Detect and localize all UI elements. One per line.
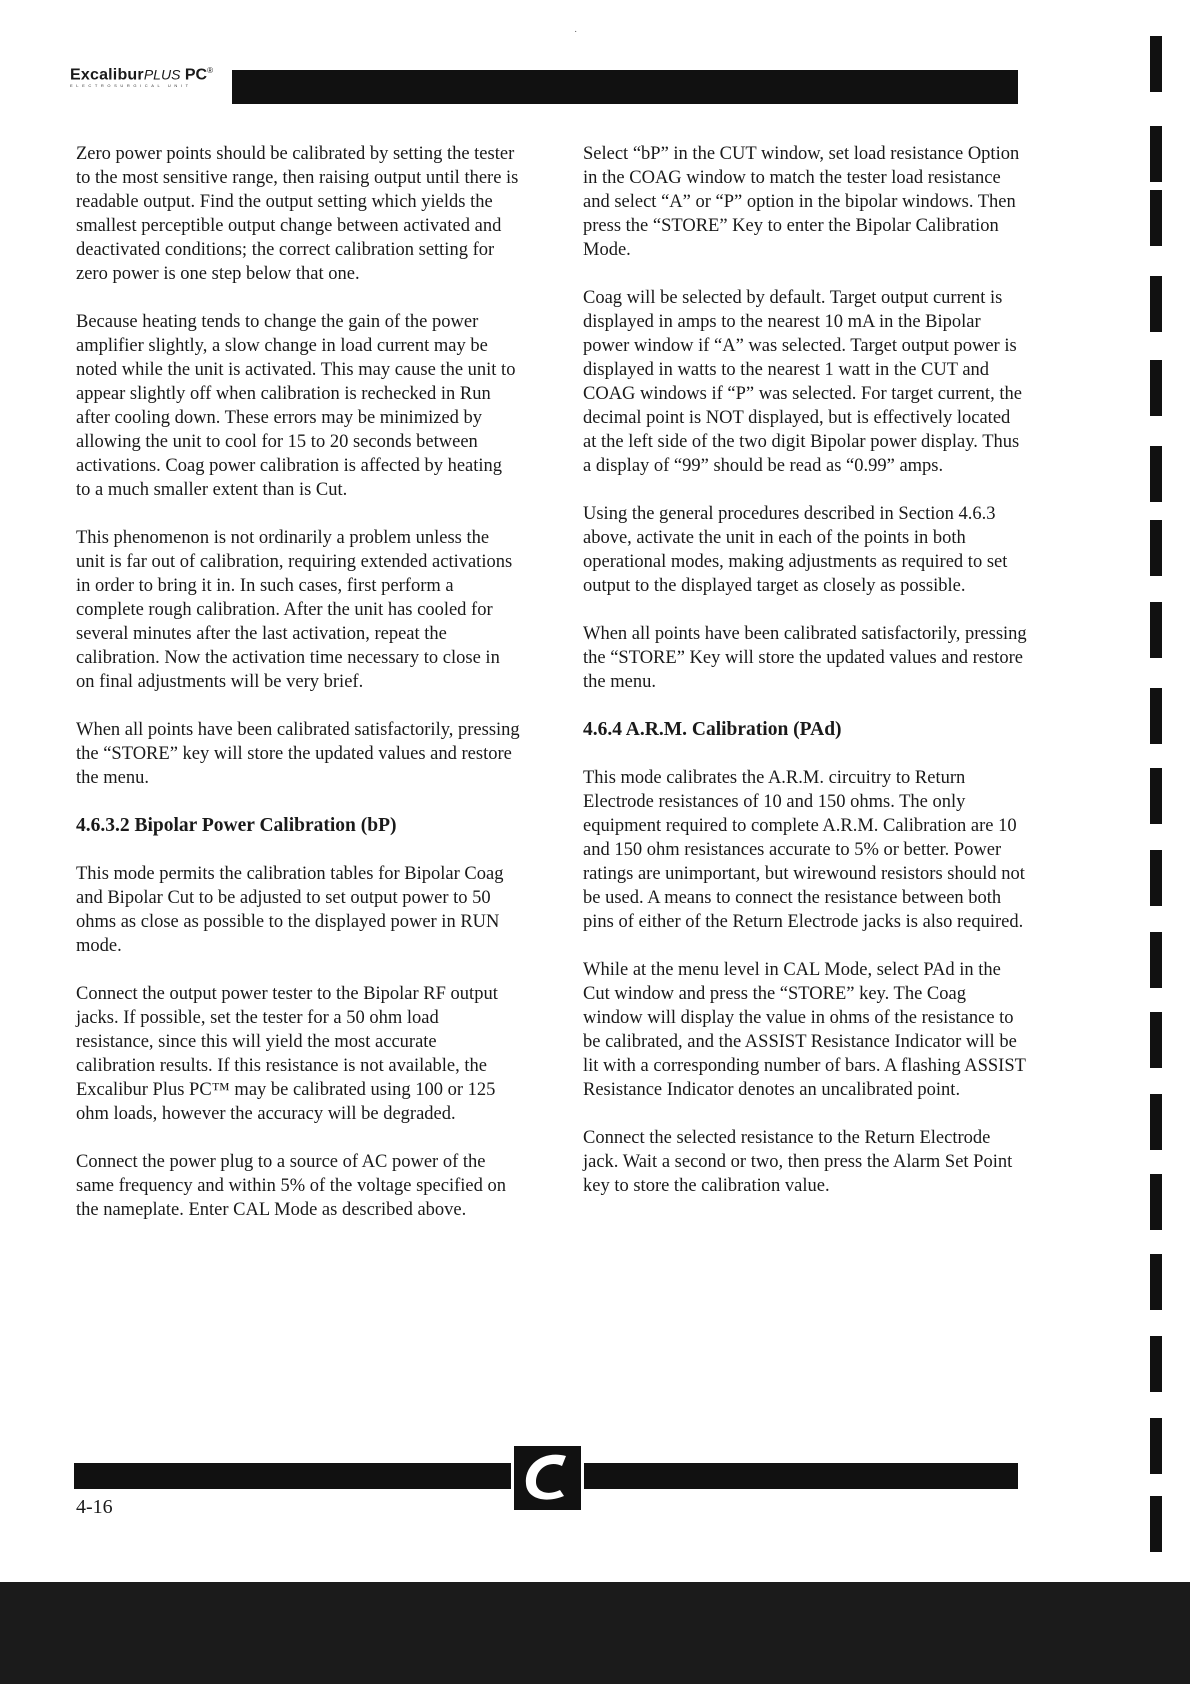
edge-mark [1150,1094,1162,1150]
edge-mark [1150,1336,1162,1392]
paragraph: Connect the power plug to a source of AC power of the same frequency and within 5% of the voltage specified on the nameplate. Enter CAL Mode as described above. [76,1152,506,1220]
paragraph: This mode calibrates the A.R.M. circuitry to Return Electrode resistances of 10 and 150 ohms. The only equipment required to complete A.R.M. Calibration are 10 and 150 ohm resistances accurate to 5% or better. Power ratings are unimportant, but wirewound resistors should not be used. A means to connect the resistance between both pins of either of the Return Electrode jacks is also required. [583,768,1025,932]
edge-mark [1150,190,1162,246]
edge-mark [1150,1496,1162,1552]
brand-name: Excalibur [70,66,144,84]
brand-logo [70,66,230,88]
footer-bar-left [74,1463,512,1489]
paragraph: Zero power points should be calibrated by setting the tester to the most sensitive range, then raising output until there is readable output. Find the output setting which yields the smallest perceptible output change between activated and deactivated conditions; the correct calibration setting for zero power is one step below that one. [76,144,519,284]
paragraph: Using the general procedures described in Section 4.6.3 above, activate the unit in each of the points in both operational modes, making adjustments as required to set output to the displayed target as closely as possible. [583,504,1008,596]
edge-mark [1150,360,1162,416]
edge-mark [1150,1418,1162,1474]
footer-bar-right [584,1463,1018,1489]
brand-pc: PC [184,66,208,84]
paragraph: Connect the output power tester to the Bipolar RF output jacks. If possible, set the tester for a 50 ohm load resistance, since this will yield the most accurate calibration results. If this resistance is not available, the Excalibur Plus PC™ may be calibrated using 100 or 125 ohm loads, however the accuracy will be degraded. [76,984,498,1124]
brand-plus: PLUS [143,66,181,83]
scan-edge-marks [1150,0,1170,1600]
edge-mark [1150,932,1162,988]
section-heading-bipolar: 4.6.3.2 Bipolar Power Calibration (bP) [76,815,397,836]
header-bar [232,70,1018,104]
edge-mark [1150,446,1162,502]
scan-bottom-band [0,1582,1190,1684]
brand-trademark: ® [207,66,214,75]
paragraph: This mode permits the calibration tables for Bipolar Coag and Bipolar Cut to be adjusted to set output power to 50 ohms as close as possible to the displayed power in RUN mode. [76,864,504,956]
right-column [583,142,1027,1222]
paragraph: When all points have been calibrated satisfactorily, pressing the “STORE” Key will store the updated values and restore the menu. [583,624,1027,692]
edge-mark [1150,126,1162,182]
edge-mark [1150,276,1162,332]
page-number: 4-16 [76,1496,113,1518]
scan-mark: ˙ [574,30,578,41]
section-heading-arm: 4.6.4 A.R.M. Calibration (PAd) [583,719,842,740]
left-column [76,142,520,1246]
edge-mark [1150,1012,1162,1068]
edge-mark [1150,688,1162,744]
brand-tagline: ELECTROSURGICAL UNIT [70,83,192,89]
paragraph: Coag will be selected by default. Target output current is displayed in amps to the nearest 10 mA in the Bipolar power window if “A” was selected. Target output power is displayed in watts to the nearest 1 watt in the CUT and COAG windows if “P” was selected. For target current, the decimal point is NOT displayed, but is effectively located at the left side of the two digit Bipolar power display. Thus a display of “99” should be read as “0.99” amps. [583,288,1022,476]
edge-mark [1150,768,1162,824]
edge-mark [1150,1174,1162,1230]
paragraph: Connect the selected resistance to the Return Electrode jack. Wait a second or two, then press the Alarm Set Point key to store the calibration value. [583,1128,1013,1196]
company-emblem-icon [511,1443,584,1513]
edge-mark [1150,36,1162,92]
edge-mark [1150,520,1162,576]
edge-mark [1150,1254,1162,1310]
paragraph: This phenomenon is not ordinarily a problem unless the unit is far out of calibration, requiring extended activations in order to bring it in. In such cases, first perform a complete rough calibration. After the unit has cooled for several minutes after the last activation, repeat the calibration. Now the activation time necessary to close in on final adjustments will be very brief. [76,528,513,692]
edge-mark [1150,850,1162,906]
paragraph: While at the menu level in CAL Mode, select PAd in the Cut window and press the “STORE” key. The Coag window will display the value in ohms of the resistance to be calibrated, and the ASSIST Resistance Indicator will be lit with a corresponding number of bars. A flashing ASSIST Resistance Indicator denotes an uncalibrated point. [583,960,1026,1100]
paragraph: Because heating tends to change the gain of the power amplifier slightly, a slow change in load current may be noted while the unit is activated. This may cause the unit to appear slightly off when calibration is rechecked in Run after cooling down. These errors may be minimized by allowing the unit to cool for 15 to 20 seconds between activations. Coag power calibration is affected by heating to a much smaller extent than is Cut. [76,312,516,500]
paragraph: Select “bP” in the CUT window, set load resistance Option in the COAG window to match the tester load resistance and select “A” or “P” option in the bipolar windows. Then press the “STORE” Key to enter the Bipolar Calibration Mode. [583,144,1020,260]
paragraph: When all points have been calibrated satisfactorily, pressing the “STORE” key will store the updated values and restore the menu. [76,720,520,788]
edge-mark [1150,602,1162,658]
